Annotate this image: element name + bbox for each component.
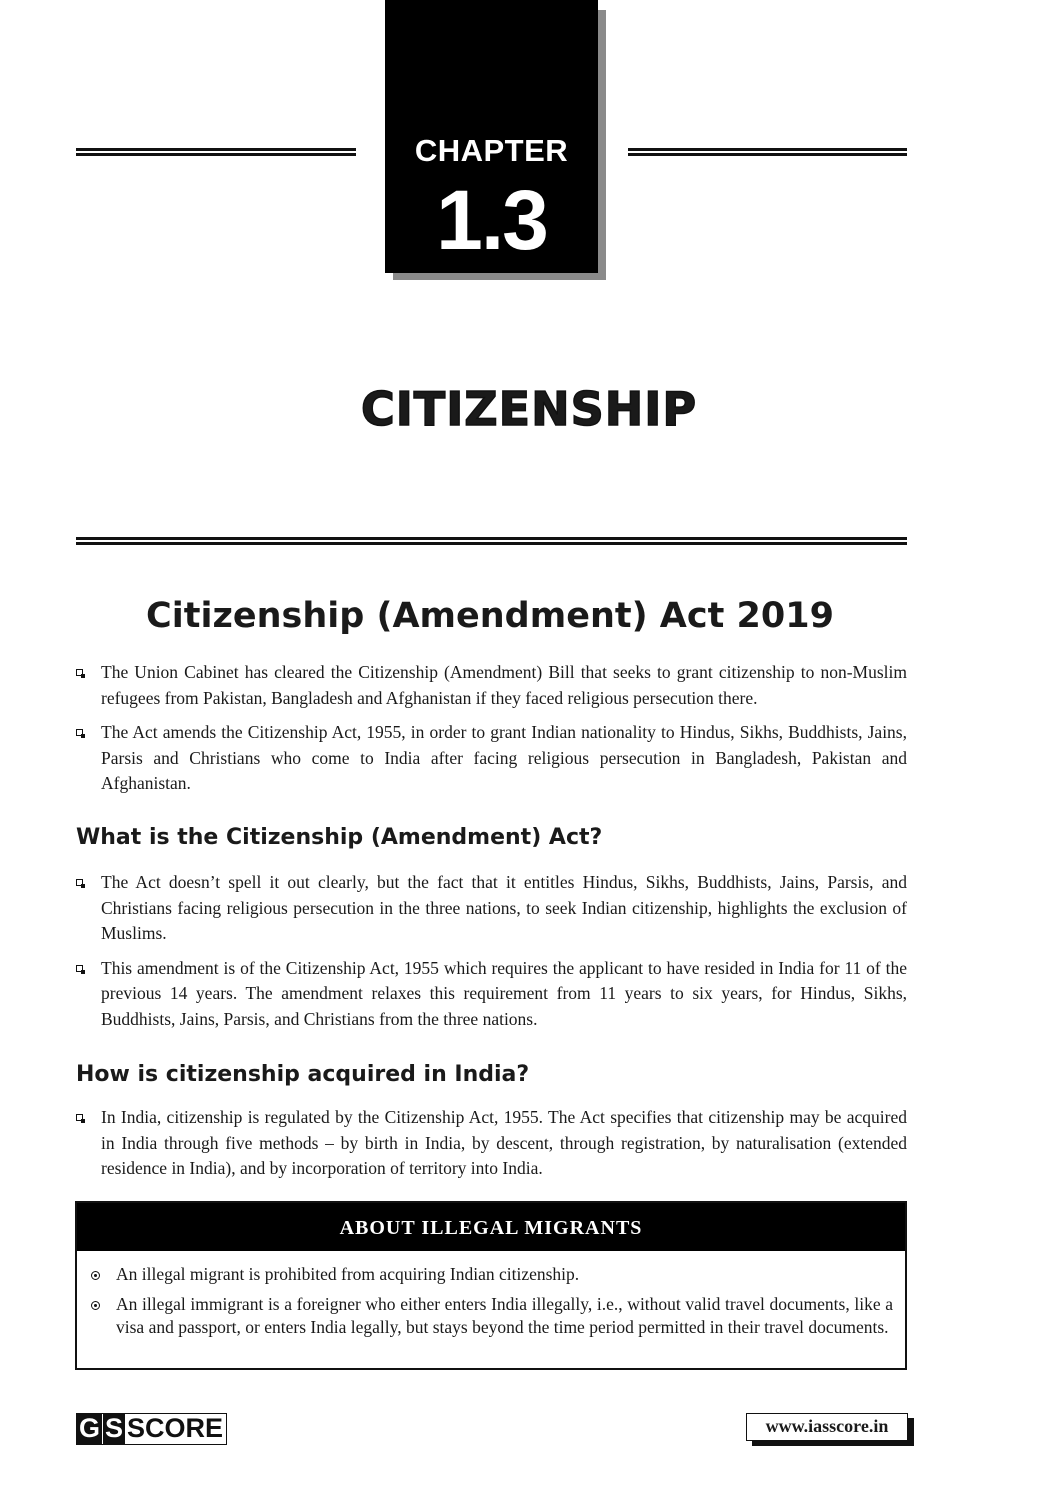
list-item: The Act doesn’t spell it out clearly, but the fact that it entitles Hindus, Sikhs, Buddhists, Jains, Parsis, and Christians facing religious persecution in the three nations, to seek Indian citizenship, highlights the exclusion of Muslims. [76,870,907,947]
list-item: An illegal migrant is prohibited from acquiring Indian citizenship. [91,1263,893,1286]
box-heading: ABOUT ILLEGAL MIGRANTS [77,1203,905,1251]
how-acquired-bullets [76,1105,907,1191]
header-rule-left [76,148,356,156]
list-item: In India, citizenship is regulated by the Citizenship Act, 1955. The Act specifies that citizenship may be acquired in India through five methods – by birth in India, by descent, through registration, by naturalisation (extended residence in India), and by incorporation of territory into India. [76,1105,907,1182]
square-bullet-icon [76,879,83,886]
list-item: This amendment is of the Citizenship Act, 1955 which requires the applicant to have resided in India for 11 of the previous 14 years. The amendment relaxes this requirement from 11 years to six years, for Hindus, Sikhs, Buddhists, Jains, Parsis, and Christians from the three nations. [76,956,907,1033]
circle-bullet-icon [91,1271,100,1280]
intro-bullets [76,660,907,806]
list-item: An illegal immigrant is a foreigner who either enters India illegally, i.e., without valid travel documents, like a visa and passport, or enters India legally, but stays beyond the time period permitted in their travel documents. [91,1293,893,1339]
section-title: Citizenship (Amendment) Act 2019 [146,596,834,636]
list-item: The Act amends the Citizenship Act, 1955, in order to grant Indian nationality to Hindus, Sikhs, Buddhists, Jains, Parsis and Christians who come to India after facing religious persecution in Bangladesh, Pakistan and Afghanistan. [76,720,907,797]
chapter-label: CHAPTER [414,133,569,168]
what-is-bullets [76,870,907,1041]
subheading-how-acquired: How is citizenship acquired in India? [76,1062,530,1087]
square-bullet-icon [76,669,83,676]
header-rule-right [628,148,907,156]
title-divider [76,537,907,545]
chapter-number: 1.3 [436,173,547,267]
square-bullet-icon [76,1114,83,1121]
square-bullet-icon [76,729,83,736]
website-url[interactable]: www.iasscore.in [746,1413,908,1441]
gs-score-logo: G S SCORE [76,1413,227,1445]
list-item: The Union Cabinet has cleared the Citizenship (Amendment) Bill that seeks to grant citizenship to non-Muslim refugees from Pakistan, Bangladesh and Afghanistan if they faced religious persecution there. [76,660,907,711]
illegal-migrants-box [75,1201,907,1370]
square-bullet-icon [76,965,83,972]
subheading-what-is: What is the Citizenship (Amendment) Act? [76,825,603,850]
chapter-badge [385,0,598,273]
circle-bullet-icon [91,1301,100,1310]
box-body [77,1251,905,1339]
chapter-title: CITIZENSHIP [360,382,698,436]
